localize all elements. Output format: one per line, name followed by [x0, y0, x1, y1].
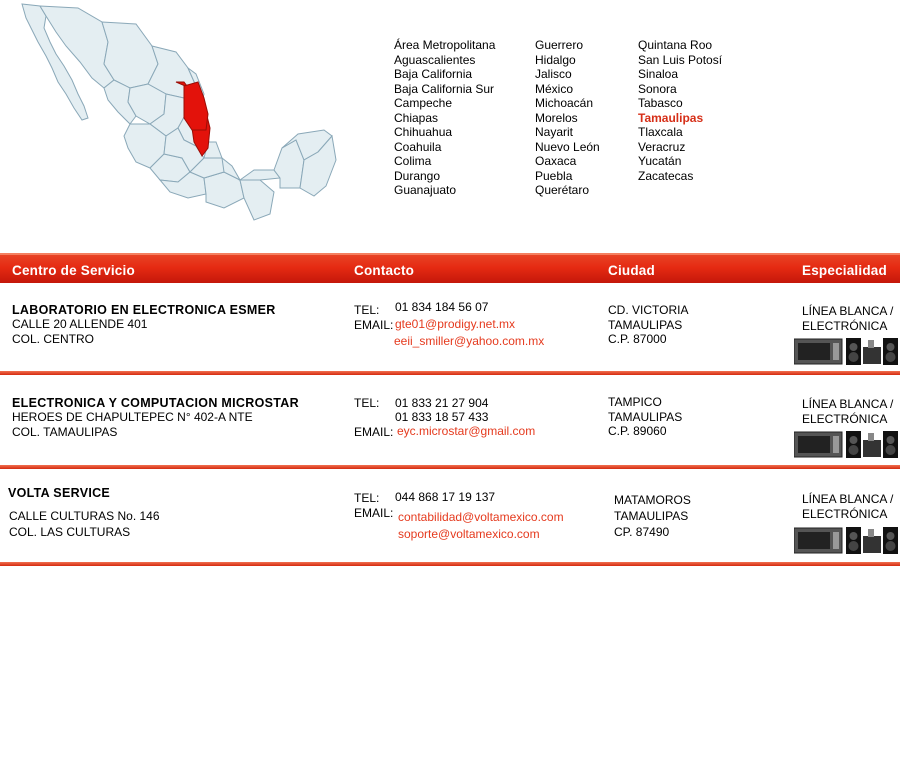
state-link[interactable]: Durango — [394, 168, 441, 183]
specialty-line: LÍNEA BLANCA / — [802, 304, 894, 318]
city-line: TAMAULIPAS — [608, 409, 683, 424]
state-link[interactable]: Área Metropolitana — [394, 38, 496, 52]
center-specialty — [802, 397, 893, 426]
appliances-icon — [794, 430, 899, 458]
state-link[interactable]: Zacatecas — [638, 168, 694, 183]
state-link[interactable]: Quintana Roo — [638, 38, 713, 52]
mexico-map[interactable] — [18, 2, 338, 224]
header-city: Ciudad — [608, 263, 655, 278]
specialty-line: ELECTRÓNICA — [802, 318, 888, 333]
state-link[interactable]: Jalisco — [535, 67, 572, 81]
state-link[interactable]: Tabasco — [638, 96, 683, 110]
center-specialty — [802, 492, 893, 521]
state-link[interactable]: Veracruz — [638, 139, 686, 154]
tel-label: TEL: — [354, 303, 380, 317]
postal-code: CP. 87490 — [614, 525, 670, 539]
postal-code: C.P. 87000 — [608, 332, 667, 346]
center-address — [9, 508, 160, 540]
center-address — [12, 317, 147, 346]
state-link[interactable]: Baja California — [394, 67, 473, 81]
header-contact: Contacto — [354, 263, 415, 278]
email-link[interactable]: eyc.microstar@gmail.com — [397, 424, 536, 438]
state-link[interactable]: Tamaulipas — [638, 110, 704, 125]
address-line: CALLE 20 ALLENDE 401 — [12, 317, 148, 331]
center-name: ELECTRONICA Y COMPUTACION MICROSTAR — [12, 396, 299, 410]
center-city — [614, 492, 691, 540]
state-link[interactable]: Coahuila — [394, 139, 442, 154]
state-link[interactable]: Baja California Sur — [394, 81, 495, 96]
email-label: EMAIL: — [354, 318, 394, 332]
state-link[interactable]: Oaxaca — [535, 154, 577, 168]
state-list-col2 — [535, 38, 600, 198]
center-city — [608, 303, 688, 347]
address-line: COL. CENTRO — [12, 331, 95, 346]
state-link[interactable]: Nayarit — [535, 125, 574, 139]
state-link[interactable]: Chihuahua — [394, 125, 453, 139]
address-line: COL. TAMAULIPAS — [12, 424, 118, 439]
state-link[interactable]: Hidalgo — [535, 52, 576, 67]
map-state-tabasco[interactable] — [240, 170, 280, 180]
specialty-line: LÍNEA BLANCA / — [802, 492, 894, 506]
map-state-chiapas[interactable] — [240, 180, 274, 220]
city-line: TAMPICO — [608, 395, 662, 409]
tel-value: 01 834 184 56 07 — [395, 300, 489, 314]
tel-value: 044 868 17 19 137 — [395, 490, 496, 504]
city-line: CD. VICTORIA — [608, 303, 689, 317]
specialty-line: ELECTRÓNICA — [802, 506, 888, 521]
tel-value: 01 833 21 27 904 — [395, 396, 489, 410]
postal-code: C.P. 89060 — [608, 424, 667, 438]
state-link[interactable]: Campeche — [394, 96, 453, 110]
state-link[interactable]: Guerrero — [535, 38, 584, 52]
table-header — [0, 253, 900, 283]
state-link[interactable]: San Luis Potosí — [638, 52, 723, 67]
state-link[interactable]: Morelos — [535, 110, 578, 125]
city-line: TAMAULIPAS — [614, 509, 689, 523]
state-link[interactable]: Sinaloa — [638, 67, 679, 81]
state-list-col3 — [638, 38, 722, 183]
state-link[interactable]: Colima — [394, 154, 432, 168]
state-link[interactable]: Guanajuato — [394, 183, 457, 197]
header-specialty: Especialidad — [802, 263, 887, 278]
appliances-icon — [794, 337, 899, 365]
state-link[interactable]: Chiapas — [394, 110, 439, 125]
center-address — [12, 410, 253, 439]
header-service: Centro de Servicio — [12, 263, 135, 278]
map-state-tamaulipas-body[interactable] — [184, 82, 208, 130]
row-separator — [0, 371, 900, 375]
center-city — [608, 395, 682, 439]
tel-label: TEL: — [354, 491, 380, 505]
center-specialty — [802, 304, 893, 333]
email-label: EMAIL: — [354, 506, 394, 520]
state-link[interactable]: Puebla — [535, 168, 573, 183]
specialty-line: LÍNEA BLANCA / — [802, 397, 894, 411]
city-line: MATAMOROS — [614, 493, 691, 507]
state-link[interactable]: Tlaxcala — [638, 125, 683, 139]
tel-label: TEL: — [354, 396, 380, 410]
email-link[interactable]: contabilidad@voltamexico.com — [398, 510, 564, 524]
state-link[interactable]: Michoacán — [535, 96, 594, 110]
email-link[interactable]: gte01@prodigy.net.mx — [395, 317, 516, 331]
email-label: EMAIL: — [354, 425, 394, 439]
state-link[interactable]: Nuevo León — [535, 139, 600, 154]
state-list-col1 — [394, 38, 495, 198]
row-separator — [0, 562, 900, 566]
center-name: VOLTA SERVICE — [8, 486, 111, 500]
address-line: COL. LAS CULTURAS — [9, 525, 131, 539]
address-line: CALLE CULTURAS No. 146 — [9, 509, 160, 523]
state-link[interactable]: Querétaro — [535, 183, 590, 197]
state-link[interactable]: Sonora — [638, 81, 677, 96]
email-link[interactable]: eeii_smiller@yahoo.com.mx — [394, 334, 545, 348]
row-separator — [0, 465, 900, 469]
state-link[interactable]: México — [535, 81, 574, 96]
email-link[interactable]: soporte@voltamexico.com — [398, 527, 540, 541]
state-link[interactable]: Yucatán — [638, 154, 682, 168]
appliances-icon — [794, 526, 899, 554]
tel-value: 01 833 18 57 433 — [395, 410, 489, 424]
center-name: LABORATORIO EN ELECTRONICA ESMER — [12, 303, 276, 317]
specialty-line: ELECTRÓNICA — [802, 411, 888, 426]
address-line: HEROES DE CHAPULTEPEC N° 402-A NTE — [12, 410, 253, 424]
state-link[interactable]: Aguascalientes — [394, 52, 476, 67]
city-line: TAMAULIPAS — [608, 317, 683, 332]
